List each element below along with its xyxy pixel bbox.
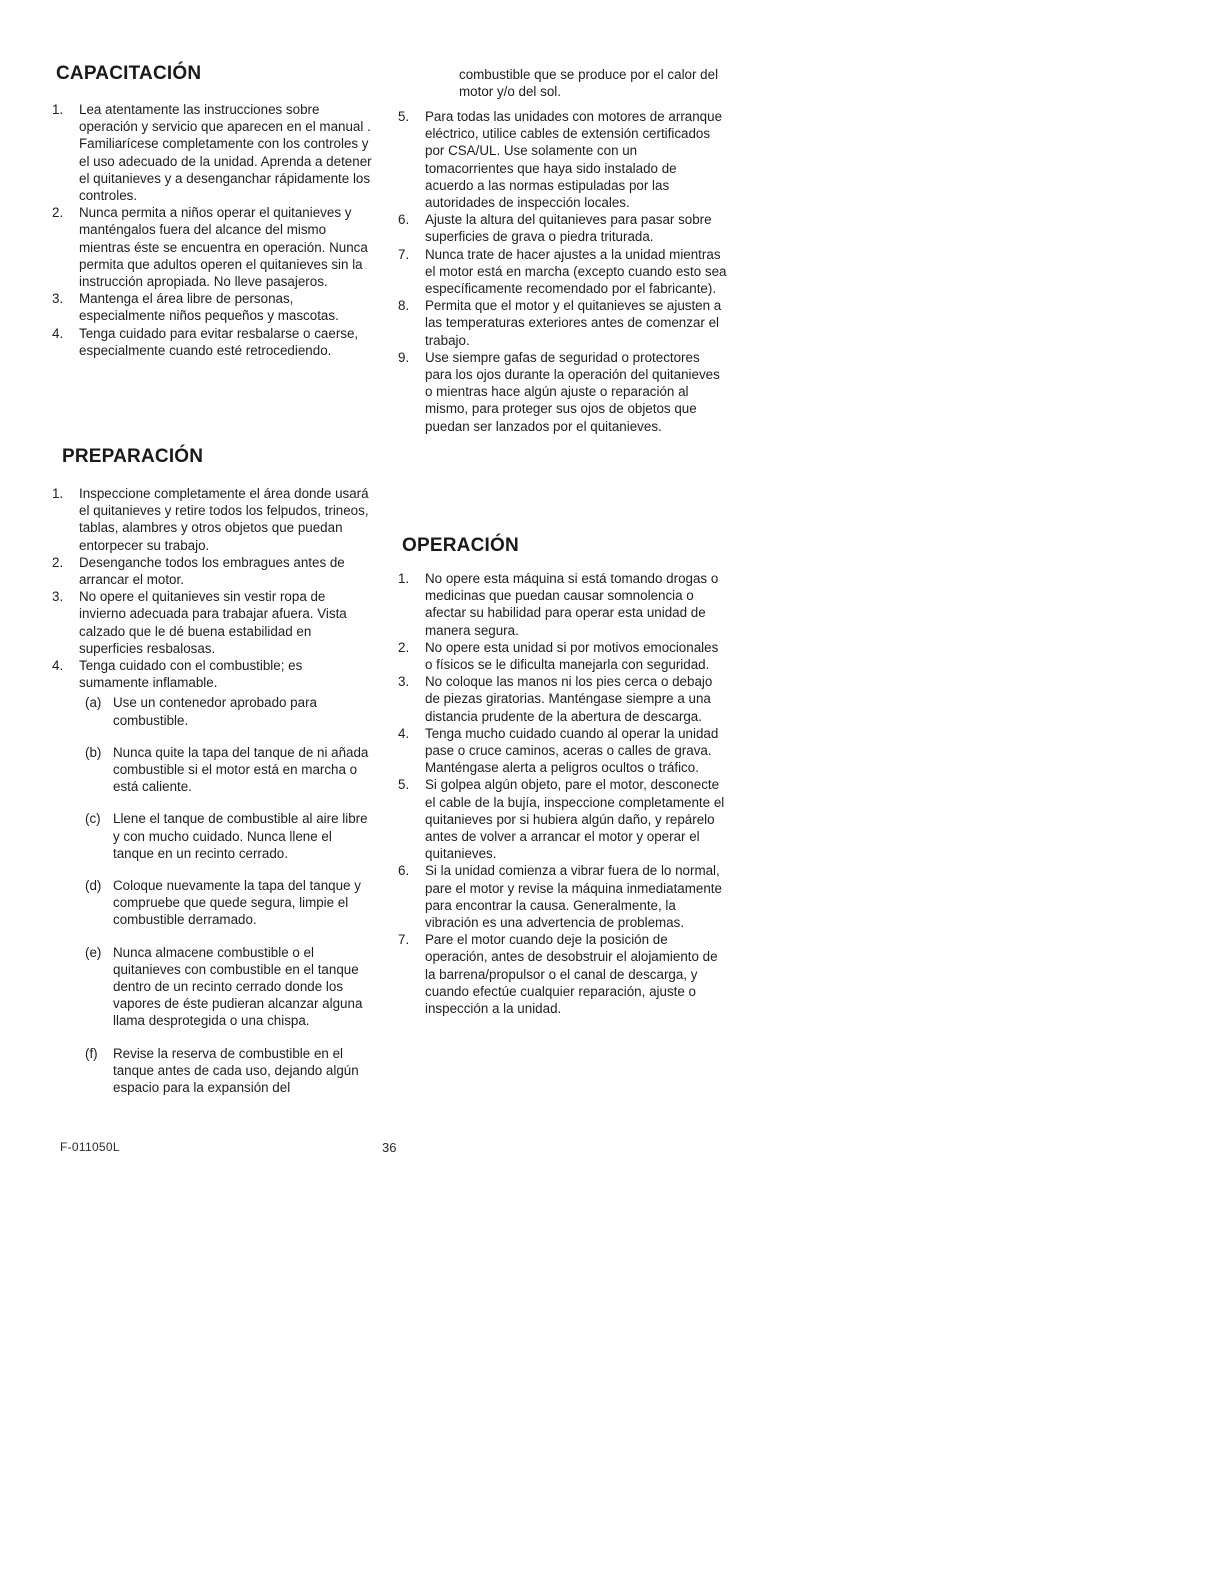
list-item	[52, 485, 374, 554]
item-number: 2.	[398, 639, 410, 655]
item-text: No opere el quitanieves sin vestir ropa de invierno adecuada para trabajar afuera. Vista calzado que le dé buena estabilidad en superficies resbalosas.	[79, 589, 347, 656]
item-number: 3.	[52, 589, 64, 605]
document-code: F-011050L	[60, 1140, 120, 1154]
list-item	[398, 297, 728, 349]
sub-text: Llene el tanque de combustible al aire libre y con mucho cuidado. Nunca llene el tanque en un recinto cerrado.	[113, 811, 368, 861]
list-item	[52, 657, 374, 1096]
item-text: Desenganche todos los embragues antes de arrancar el motor.	[79, 554, 345, 588]
item-number: 4.	[52, 325, 64, 341]
sublist-item	[79, 694, 374, 728]
item-number: 9.	[398, 349, 410, 365]
item-number: 7.	[398, 246, 410, 262]
list-item	[398, 862, 728, 931]
item-text: Si golpea algún objeto, pare el motor, desconecte el cable de la bujía, inspeccione completamente el quitanieves por si hubiera algún daño, y repárelo antes de volver a arrancar el motor y operar el quitanieves.	[425, 777, 725, 862]
sub-label: (c)	[85, 811, 101, 827]
preparacion-heading: PREPARACIÓN	[62, 446, 204, 467]
list-item	[52, 101, 374, 204]
list-item	[398, 931, 728, 1017]
list-item	[398, 776, 728, 862]
item-number: 2.	[52, 554, 64, 570]
list-item	[398, 349, 728, 435]
sub-text: Use un contenedor aprobado para combustible.	[113, 695, 317, 728]
list-item	[398, 246, 728, 298]
item-text: Tenga mucho cuidado cuando al operar la unidad pase o cruce caminos, aceras o calles de grava. Manténgase alerta a peligros ocultos o tráfico.	[425, 725, 719, 776]
item-text: Para todas las unidades con motores de arranque eléctrico, utilice cables de extensión certificados por CSA/UL. Use solamente con un tomacorrientes que haya sido instalado de acuerdo a las normas estipuladas por las autoridades de inspección locales.	[425, 109, 723, 211]
operacion-heading: OPERACIÓN	[402, 535, 519, 556]
item-number: 6.	[398, 212, 410, 228]
sub-text: Nunca almacene combustible o el quitanieves con combustible en el tanque dentro de un recinto cerrado donde los vapores de éste pudieran alcanzar alguna llama desprotegida o una chispa.	[113, 944, 363, 1029]
item-number: 3.	[52, 291, 64, 307]
page-number: 36	[382, 1140, 397, 1155]
item-text: Use siempre gafas de seguridad o protectores para los ojos durante la operación del quitanieves o mientras hace algún ajuste o reparación al mismo, para proteger sus ojos de objetos que puedan ser lanzados por el quitanieves.	[425, 349, 720, 434]
list-item	[52, 290, 374, 324]
list-item	[398, 108, 728, 211]
item-number: 2.	[52, 205, 64, 221]
item-number: 4.	[52, 658, 64, 674]
item-text: Permita que el motor y el quitanieves se ajusten a las temperaturas exteriores antes de comenzar el trabajo.	[425, 298, 722, 348]
item-text: Inspeccione completamente el área donde usará el quitanieves y retire todos los felpudos, trineos, tablas, alambres y otros objetos que puedan entorpecer su trabajo.	[79, 486, 369, 553]
preparacion-list-right	[398, 108, 728, 435]
operacion-list	[398, 570, 728, 1017]
list-item	[52, 588, 374, 657]
list-item	[398, 211, 728, 245]
item-text: Ajuste la altura del quitanieves para pasar sobre superficies de grava o piedra triturada.	[425, 212, 712, 245]
list-item	[398, 570, 728, 639]
item-number: 5.	[398, 777, 410, 793]
preparacion-list-left	[52, 485, 374, 1096]
item-number: 1.	[398, 571, 410, 586]
capacitacion-list	[52, 101, 374, 359]
fuel-sublist	[79, 694, 374, 1096]
item-text: No opere esta unidad si por motivos emocionales o físicos se le dificulta manejarla con seguridad.	[425, 639, 719, 673]
item-text: Mantenga el área libre de personas, especialmente niños pequeños y mascotas.	[79, 291, 339, 324]
item-text: Nunca trate de hacer ajustes a la unidad mientras el motor está en marcha (excepto cuando esto sea específicamente recomendado por el fabricante).	[425, 246, 727, 297]
sublist-item	[79, 944, 374, 1030]
item-number: 7.	[398, 932, 410, 948]
sub-label: (f)	[85, 1045, 98, 1061]
item-text: Pare el motor cuando deje la posición de operación, antes de desobstruir el alojamiento de la barrena/propulsor o el canal de descarga, y cuando efectúe cualquier reparación, ajuste o inspección a la unidad.	[425, 932, 718, 1017]
item-number: 1.	[52, 102, 64, 117]
sub-label: (a)	[85, 695, 102, 711]
item-text: Si la unidad comienza a vibrar fuera de lo normal, pare el motor y revise la máquina inmediatamente para encontrar la causa. Generalmente, la vibración es una advertencia de problemas.	[425, 863, 722, 931]
sub-text: Revise la reserva de combustible en el tanque antes de cada uso, dejando algún espacio para la expansión del	[113, 1045, 359, 1096]
sublist-item	[79, 744, 374, 796]
list-item	[398, 725, 728, 777]
sublist-item	[79, 810, 374, 862]
list-item	[52, 554, 374, 588]
list-item	[398, 673, 728, 725]
item-number: 6.	[398, 863, 410, 879]
sublist-item	[79, 877, 374, 929]
sub-label: (d)	[85, 878, 102, 894]
item-text: Nunca permita a niños operar el quitanieves y manténgalos fuera del alcance del mismo mientras éste se encuentra en operación. Nunca permita que adultos operen el quitanieves sin la instrucción apropiada. No lleve pasajeros.	[79, 205, 368, 290]
item-number: 8.	[398, 298, 410, 314]
item-text: Tenga cuidado para evitar resbalarse o caerse, especialmente cuando esté retrocediendo.	[79, 325, 359, 358]
list-item	[398, 639, 728, 673]
item-text: No opere esta máquina si está tomando drogas o medicinas que puedan causar somnolencia o afectar su habilidad para operar esta unidad de manera segura.	[425, 571, 719, 638]
item-text: Tenga cuidado con el combustible; es sumamente inflamable.	[79, 658, 303, 691]
list-item	[52, 204, 374, 290]
list-item	[52, 325, 374, 359]
item-text: No coloque las manos ni los pies cerca o debajo de piezas giratorias. Manténgase siempre a una distancia prudente de la abertura de descarga.	[425, 674, 713, 724]
sub-label: (e)	[85, 944, 102, 960]
item-number: 4.	[398, 725, 410, 741]
continuation-text: combustible que se produce por el calor del motor y/o del sol.	[459, 67, 719, 100]
sub-text: Coloque nuevamente la tapa del tanque y compruebe que quede segura, limpie el combustible derramado.	[113, 878, 361, 928]
item-number: 3.	[398, 674, 410, 690]
sub-text: Nunca quite la tapa del tanque de ni añada combustible si el motor está en marcha o está caliente.	[113, 744, 369, 795]
item-number: 5.	[398, 109, 410, 124]
capacitacion-heading: CAPACITACIÓN	[56, 63, 202, 84]
sublist-item	[79, 1045, 374, 1097]
item-text: Lea atentamente las instrucciones sobre operación y servicio que aparecen en el manual . Familiarícese completamente con los controles y el uso adecuado de la unidad. Aprenda a detener el quitanieves y a desenganchar rápidamente los controles.	[79, 102, 372, 204]
sub-label: (b)	[85, 744, 102, 760]
item-number: 1.	[52, 486, 64, 501]
